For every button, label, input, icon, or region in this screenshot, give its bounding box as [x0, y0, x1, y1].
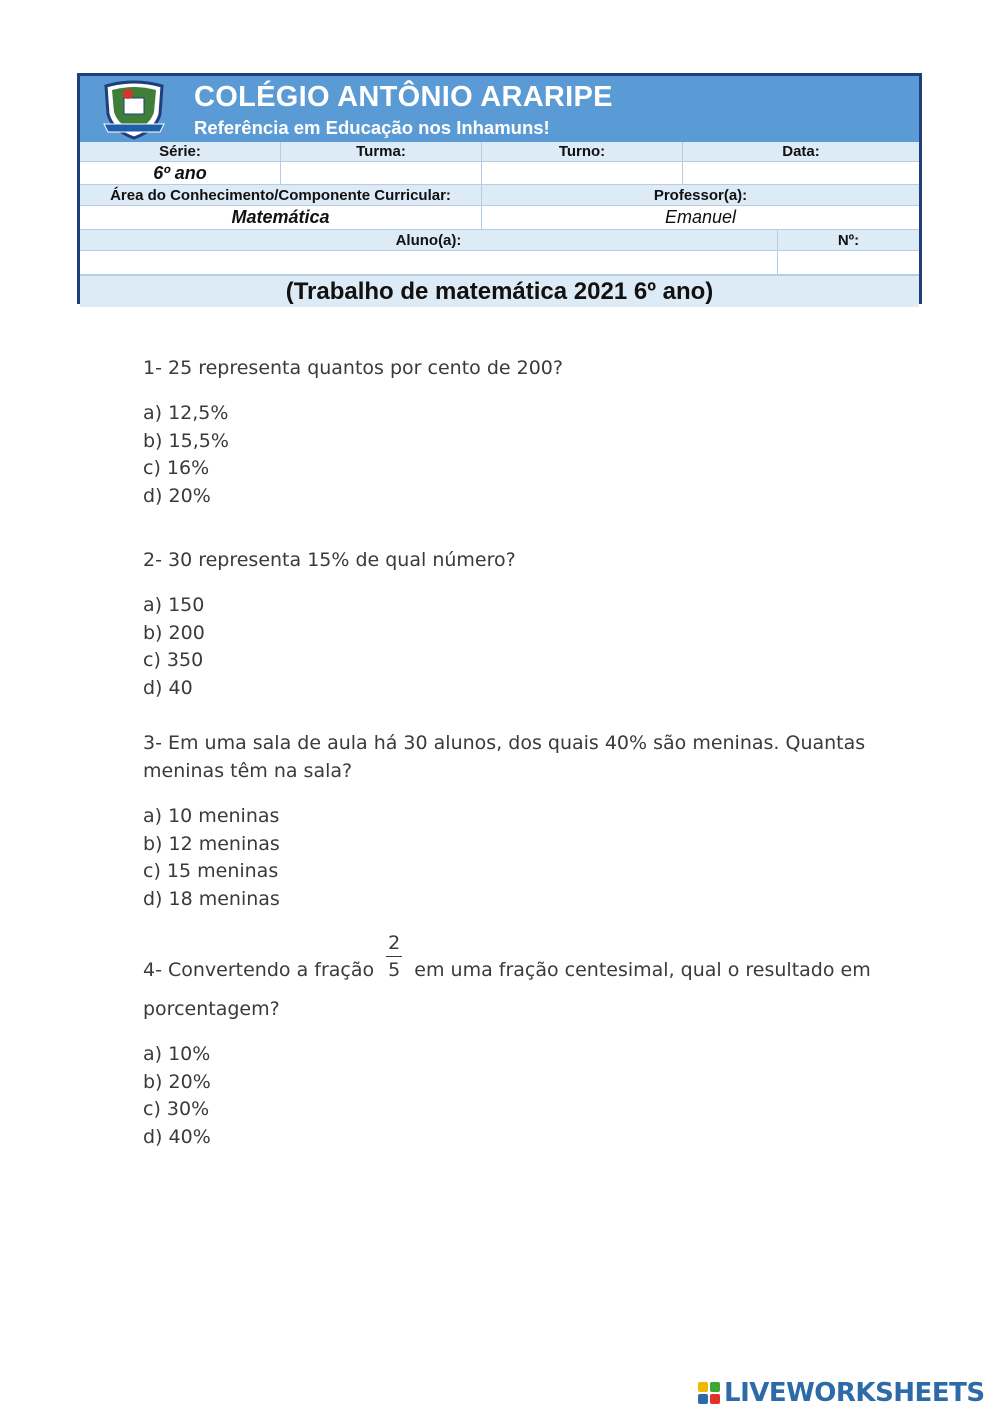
turma-value[interactable] — [281, 162, 482, 185]
serie-label: Série: — [80, 142, 281, 162]
header-banner — [80, 76, 919, 142]
liveworksheets-logo-icon — [697, 1381, 721, 1405]
question-2 — [143, 546, 883, 702]
aluno-label: Aluno(a): — [80, 230, 778, 251]
turno-label: Turno: — [482, 142, 683, 162]
info-row-labels-2 — [80, 185, 919, 206]
option-d[interactable]: d) 18 meninas — [143, 887, 280, 910]
question-1-options — [143, 400, 883, 510]
option-a[interactable]: a) 150 — [143, 594, 205, 616]
school-tagline: Referência em Educação nos Inhamuns! — [194, 117, 550, 138]
liveworksheets-brand[interactable] — [697, 1378, 985, 1408]
option-c[interactable]: c) 15 meninas — [143, 860, 279, 882]
question-4-text-after: em uma fração centesimal, qual o resultado em porcentagem? — [143, 959, 871, 1020]
brand-name: LIVEWORKSHEETS — [724, 1378, 985, 1408]
info-row-labels-3 — [80, 230, 919, 251]
numero-label: Nº: — [778, 230, 919, 251]
question-1 — [143, 354, 883, 510]
option-c[interactable]: c) 350 — [143, 649, 204, 671]
option-c[interactable]: c) 30% — [143, 1098, 210, 1120]
numero-value[interactable] — [778, 251, 919, 275]
question-2-options — [143, 592, 883, 702]
question-3-options — [143, 803, 883, 913]
question-1-text: 1- 25 representa quantos por cento de 200? — [143, 357, 563, 379]
question-4-text-before: 4- Convertendo a fração — [143, 959, 375, 981]
info-row-values-3 — [80, 251, 919, 275]
info-row-labels-1 — [80, 142, 919, 162]
area-label: Área do Conhecimento/Componente Curricular: — [80, 185, 482, 206]
option-d[interactable]: d) 20% — [143, 484, 211, 507]
question-2-text: 2- 30 representa 15% de qual número? — [143, 549, 516, 571]
option-b[interactable]: b) 200 — [143, 621, 205, 644]
turma-label: Turma: — [281, 142, 482, 162]
worksheet-title: (Trabalho de matemática 2021 6º ano) — [80, 275, 919, 307]
option-b[interactable]: b) 12 meninas — [143, 832, 280, 855]
professor-value[interactable]: Emanuel — [482, 206, 919, 230]
turno-value[interactable] — [482, 162, 683, 185]
info-row-values-1 — [80, 162, 919, 185]
question-4-text — [143, 932, 883, 1023]
fraction-denominator: 5 — [388, 959, 401, 981]
option-a[interactable]: a) 10 meninas — [143, 805, 280, 827]
serie-value[interactable]: 6º ano — [80, 162, 281, 185]
info-row-values-2 — [80, 206, 919, 230]
option-a[interactable]: a) 10% — [143, 1043, 211, 1065]
school-crest-icon — [98, 80, 170, 140]
professor-label: Professor(a): — [482, 185, 919, 206]
fraction-numerator: 2 — [386, 932, 402, 957]
option-a[interactable]: a) 12,5% — [143, 402, 229, 424]
question-3-text: 3- Em uma sala de aula há 30 alunos, dos quais 40% são meninas. Quantas meninas têm na sala? — [143, 732, 866, 782]
option-d[interactable]: d) 40% — [143, 1125, 211, 1148]
question-3 — [143, 729, 883, 913]
option-d[interactable]: d) 40 — [143, 676, 193, 699]
option-c[interactable]: c) 16% — [143, 457, 210, 479]
school-header — [77, 73, 922, 304]
data-label: Data: — [683, 142, 919, 162]
option-b[interactable]: b) 15,5% — [143, 429, 229, 452]
data-value[interactable] — [683, 162, 919, 185]
option-b[interactable]: b) 20% — [143, 1070, 211, 1093]
fraction — [386, 932, 402, 981]
school-name: COLÉGIO ANTÔNIO ARARIPE — [194, 81, 613, 113]
question-4 — [143, 932, 883, 1151]
aluno-value[interactable] — [80, 251, 778, 275]
area-value[interactable]: Matemática — [80, 206, 482, 230]
question-4-options — [143, 1041, 883, 1151]
